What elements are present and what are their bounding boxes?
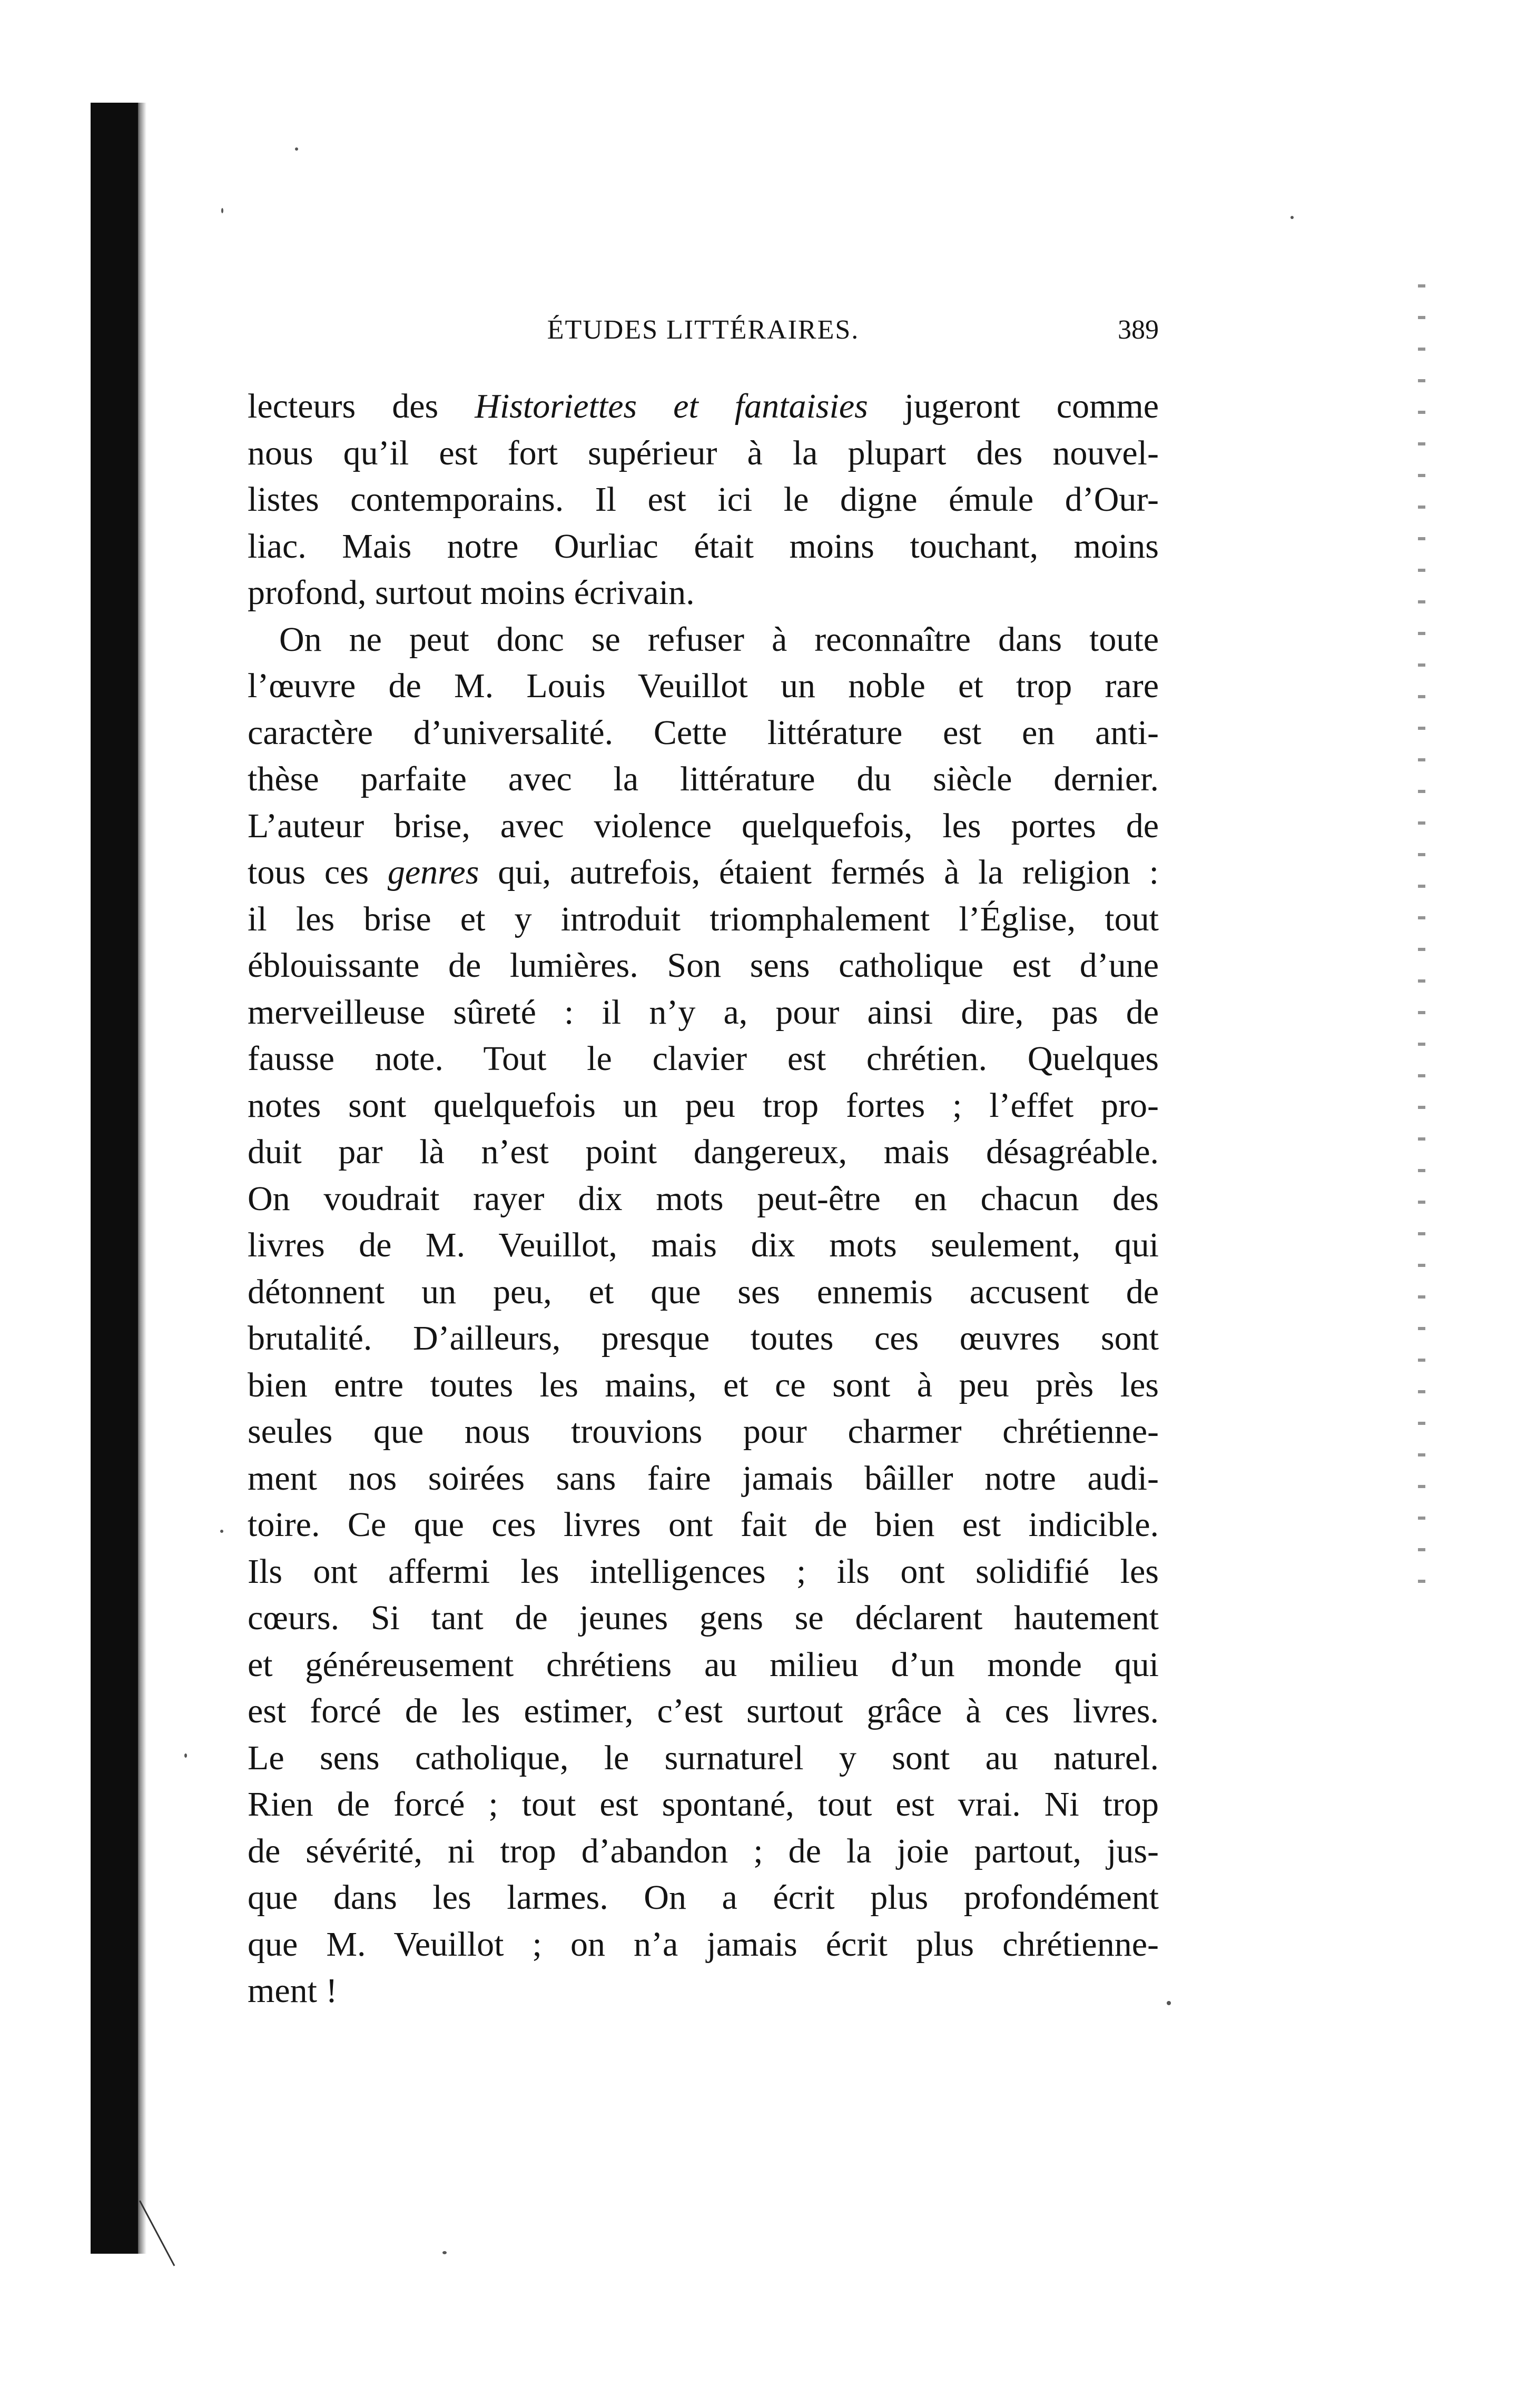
text-line: notes sont quelquefois un peu trop fortes ; l’effet pro- — [248, 1086, 1159, 1125]
text-line: cœurs. Si tant de jeunes gens se déclarent hautement — [248, 1599, 1159, 1637]
text-line: caractère d’universalité. Cette littérature est en anti- — [248, 713, 1159, 752]
text-line: seules que nous trouvions pour charmer chrétienne- — [248, 1412, 1159, 1451]
text-line: de sévérité, ni trop d’abandon ; de la joie partout, jus- — [248, 1831, 1159, 1870]
text-line: que M. Veuillot ; on n’a jamais écrit plus chrétienne- — [248, 1925, 1159, 1964]
running-title: ÉTUDES LITTÉRAIRES. — [547, 315, 860, 345]
text-line: Ils ont affermi les intelligences ; ils ont solidifié les — [248, 1552, 1159, 1591]
text-line: bien entre toutes les mains, et ce sont à peu près les — [248, 1365, 1159, 1404]
text-line: que dans les larmes. On a écrit plus profondément — [248, 1878, 1159, 1917]
text-span: tous ces — [248, 853, 388, 891]
text-line: livres de M. Veuillot, mais dix mots seulement, qui — [248, 1226, 1159, 1264]
text-span: jugeront comme — [868, 387, 1159, 425]
scan-speck — [220, 1530, 223, 1533]
text-line: Rien de forcé ; tout est spontané, tout est vrai. Ni trop — [248, 1785, 1159, 1824]
italic-word: genres — [387, 853, 479, 891]
scan-speck — [221, 208, 223, 213]
text-span: qui, autrefois, étaient fermés à la religion : — [479, 853, 1159, 891]
text-line — [248, 383, 1159, 430]
text-line: ment nos soirées sans faire jamais bâiller notre audi- — [248, 1459, 1159, 1498]
text-line: détonnent un peu, et que ses ennemis accusent de — [248, 1272, 1159, 1311]
running-header — [248, 312, 1159, 349]
book-title: Historiettes et fantaisies — [475, 387, 868, 425]
text-span: lecteurs des — [248, 387, 475, 425]
page-number: 389 — [1118, 315, 1159, 345]
text-line: On voudrait rayer dix mots peut-être en chacun des — [248, 1179, 1159, 1218]
text-line — [248, 849, 1159, 896]
text-line: brutalité. D’ailleurs, presque toutes ces œuvres sont — [248, 1319, 1159, 1357]
text-line: ment ! — [248, 1971, 338, 2010]
page-binding-shadow — [91, 103, 139, 2254]
text-line: L’auteur brise, avec violence quelquefois, les portes de — [248, 806, 1159, 845]
text-line: toire. Ce que ces livres ont fait de bien est indicible. — [248, 1505, 1159, 1544]
text-line: liac. Mais notre Ourliac était moins touchant, moins — [248, 527, 1159, 566]
text-line: fausse note. Tout le clavier est chrétien. Quelques — [248, 1039, 1159, 1078]
scan-noise-right — [1418, 284, 1425, 1601]
scan-speck — [442, 2251, 447, 2254]
text-line: nous qu’il est fort supérieur à la plupart des nouvel- — [248, 433, 1159, 472]
scan-speck — [1290, 216, 1294, 219]
text-line: Le sens catholique, le surnaturel y sont au naturel. — [248, 1738, 1159, 1777]
text-line: profond, surtout moins écrivain. — [248, 573, 695, 612]
scan-speck — [184, 1753, 187, 1758]
paragraph-start-line: On ne peut donc se refuser à reconnaître dans toute — [279, 620, 1159, 659]
text-line: listes contemporains. Il est ici le digne émule d’Our- — [248, 480, 1159, 519]
text-line: merveilleuse sûreté : il n’y a, pour ainsi dire, pas de — [248, 993, 1159, 1032]
scan-speck — [1167, 2001, 1171, 2005]
text-line: est forcé de les estimer, c’est surtout grâce à ces livres. — [248, 1692, 1159, 1730]
text-line: l’œuvre de M. Louis Veuillot un noble et trop rare — [248, 667, 1159, 705]
body-text — [248, 383, 1159, 2015]
page-binding-fade — [138, 103, 146, 2254]
text-line: thèse parfaite avec la littérature du siècle dernier. — [248, 760, 1159, 798]
text-line: et généreusement chrétiens au milieu d’un monde qui — [248, 1645, 1159, 1684]
text-line: éblouissante de lumières. Son sens catholique est d’une — [248, 946, 1159, 985]
scan-speck — [295, 147, 298, 151]
text-line: il les brise et y introduit triomphalement l’Église, tout — [248, 899, 1159, 938]
text-line: duit par là n’est point dangereux, mais désagréable. — [248, 1133, 1159, 1171]
